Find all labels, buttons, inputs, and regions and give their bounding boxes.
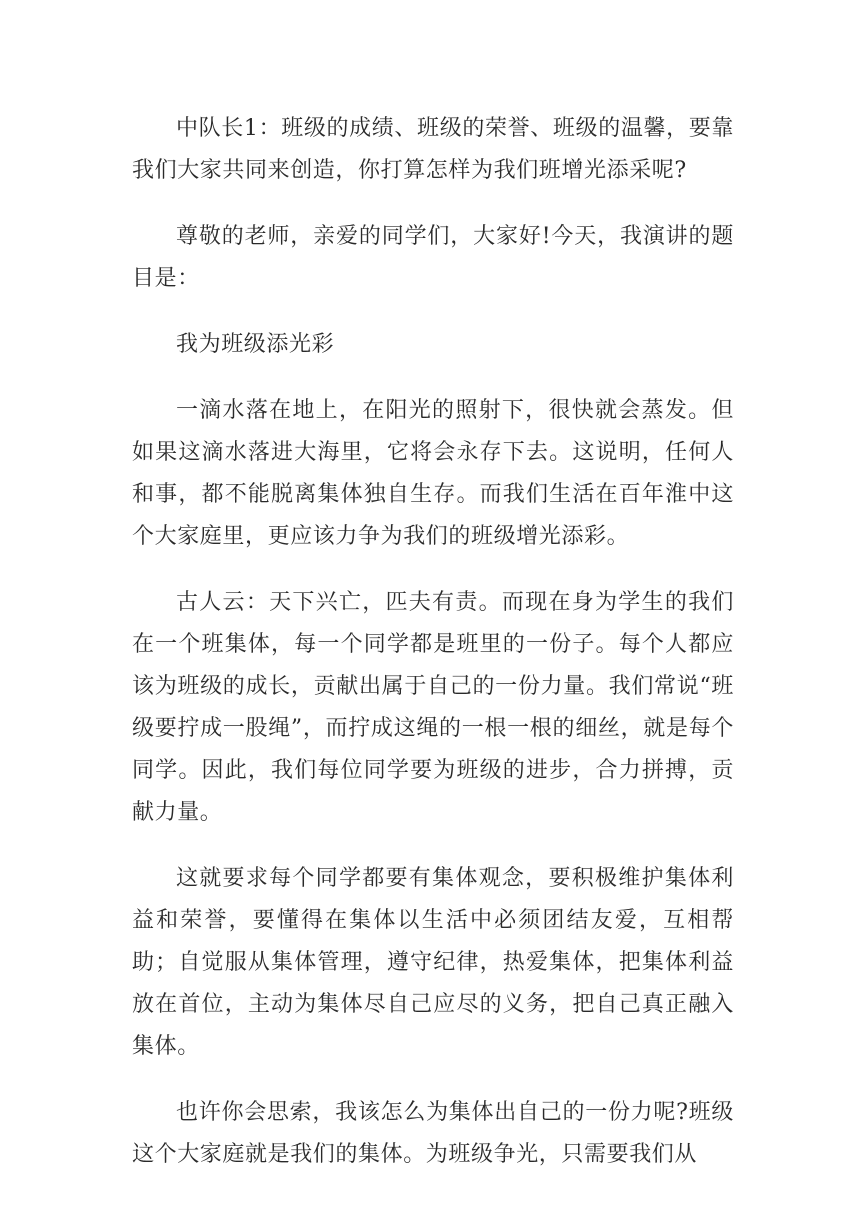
paragraph-contribution: 也许你会思索，我该怎么为集体出自己的一份力呢?班级这个大家庭就是我们的集体。为班级争光，只需要我们从: [132, 1100, 734, 1167]
paragraph-question: 中队长1：班级的成绩、班级的荣誉、班级的温馨，要靠我们大家共同来创造，你打算怎样为我们班增光添采呢?: [132, 116, 734, 183]
paragraph-water-drop: 一滴水落在地上，在阳光的照射下，很快就会蒸发。但如果这滴水落进大海里，它将会永存下去。这说明，任何人和事，都不能脱离集体独自生存。而我们生活在百年淮中这个大家庭里，更应该力争为我们的班级增光添彩。: [132, 398, 734, 549]
paragraph-ancient-saying: 古人云：天下兴亡，匹夫有责。而现在身为学生的我们在一个班集体，每一个同学都是班里的一份子。每个人都应该为班级的成长，贡献出属于自己的一份力量。我们常说“班级要拧成一股绳”，而拧成这绳的一根一根的细丝，就是每个同学。因此，我们每位同学要为班级的进步，合力拼搏，贡献力量。: [132, 590, 734, 825]
paragraph-greeting: 尊敬的老师，亲爱的同学们，大家好!今天，我演讲的题目是：: [132, 224, 734, 291]
speech-title: 我为班级添光彩: [176, 332, 335, 357]
paragraph-collective-concept: 这就要求每个同学都要有集体观念，要积极维护集体利益和荣誉，要懂得在集体以生活中必须团结友爱，互相帮助；自觉服从集体管理，遵守纪律，热爱集体，把集体利益放在首位，主动为集体尽自己应尽的义务，把自己真正融入集体。: [132, 866, 734, 1059]
document-body: [132, 108, 734, 1200]
